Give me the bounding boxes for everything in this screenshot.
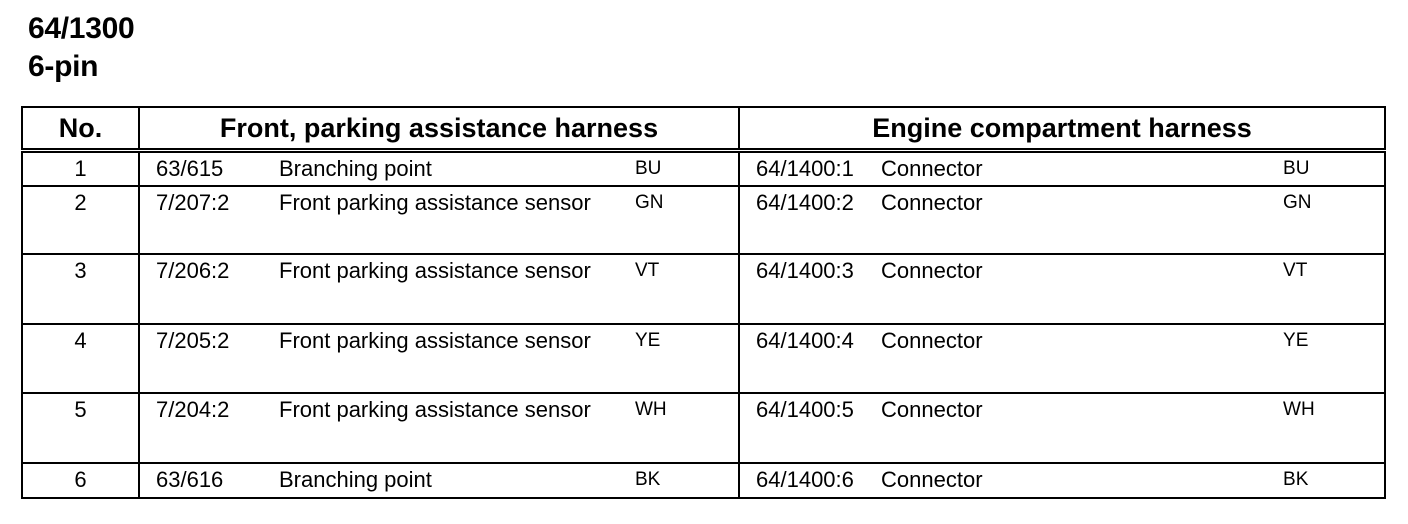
right-wire-color: GN — [1267, 186, 1385, 254]
right-wire-color: VT — [1267, 254, 1385, 324]
pin-number: 5 — [22, 393, 139, 463]
left-code: 7/205:2 — [139, 324, 279, 393]
right-description: Connector — [881, 467, 983, 492]
table-row — [22, 254, 1385, 324]
table-header-row — [22, 107, 1385, 151]
left-code: 7/206:2 — [139, 254, 279, 324]
left-code: 63/616 — [156, 467, 224, 492]
right-description: Connector — [881, 254, 1267, 324]
table-row — [22, 324, 1385, 393]
left-wire-color: BK — [619, 463, 739, 498]
connector-id: 64/1300 — [28, 12, 135, 45]
pin-number: 1 — [22, 151, 139, 187]
title-block — [28, 10, 134, 86]
left-wire-color: BU — [619, 151, 739, 187]
left-code: 7/207:2 — [139, 186, 279, 254]
right-code: 64/1400:3 — [739, 254, 881, 324]
left-description: Front parking assistance sensor — [279, 254, 619, 324]
left-description: Front parking assistance sensor — [279, 186, 619, 254]
left-wire-color: GN — [619, 186, 739, 254]
pin-assignment-table — [21, 106, 1386, 499]
right-code: 64/1400:6 — [756, 467, 854, 492]
table-row — [22, 463, 1385, 498]
table-row — [22, 186, 1385, 254]
left-code: 63/615 — [139, 151, 279, 187]
right-description: Connector — [881, 324, 1267, 393]
right-code: 64/1400:2 — [739, 186, 881, 254]
left-code: 7/204:2 — [139, 393, 279, 463]
pin-number: 6 — [22, 463, 139, 498]
left-description: Branching point — [279, 467, 432, 492]
table-row — [22, 151, 1385, 187]
header-left-harness: Front, parking assistance harness — [139, 107, 739, 151]
pin-number: 3 — [22, 254, 139, 324]
right-description: Connector — [881, 393, 1267, 463]
right-wire-color: WH — [1267, 393, 1385, 463]
right-code: 64/1400:1 — [739, 151, 881, 187]
table-row — [22, 393, 1385, 463]
right-wire-color: BU — [1267, 151, 1385, 187]
right-wire-color: BK — [1283, 469, 1309, 490]
left-description: Front parking assistance sensor — [279, 324, 619, 393]
header-right-harness: Engine compartment harness — [739, 107, 1385, 151]
left-wire-color: VT — [619, 254, 739, 324]
pin-count: 6-pin — [28, 50, 99, 83]
left-wire-color: WH — [619, 393, 739, 463]
left-description: Branching point — [279, 151, 619, 187]
pin-number: 4 — [22, 324, 139, 393]
pin-number: 2 — [22, 186, 139, 254]
right-wire-color: YE — [1267, 324, 1385, 393]
left-wire-color: YE — [619, 324, 739, 393]
right-description: Connector — [881, 151, 1267, 187]
header-no: No. — [22, 107, 139, 151]
right-description: Connector — [881, 186, 1267, 254]
left-description: Front parking assistance sensor — [279, 393, 619, 463]
right-code: 64/1400:5 — [739, 393, 881, 463]
right-code: 64/1400:4 — [739, 324, 881, 393]
